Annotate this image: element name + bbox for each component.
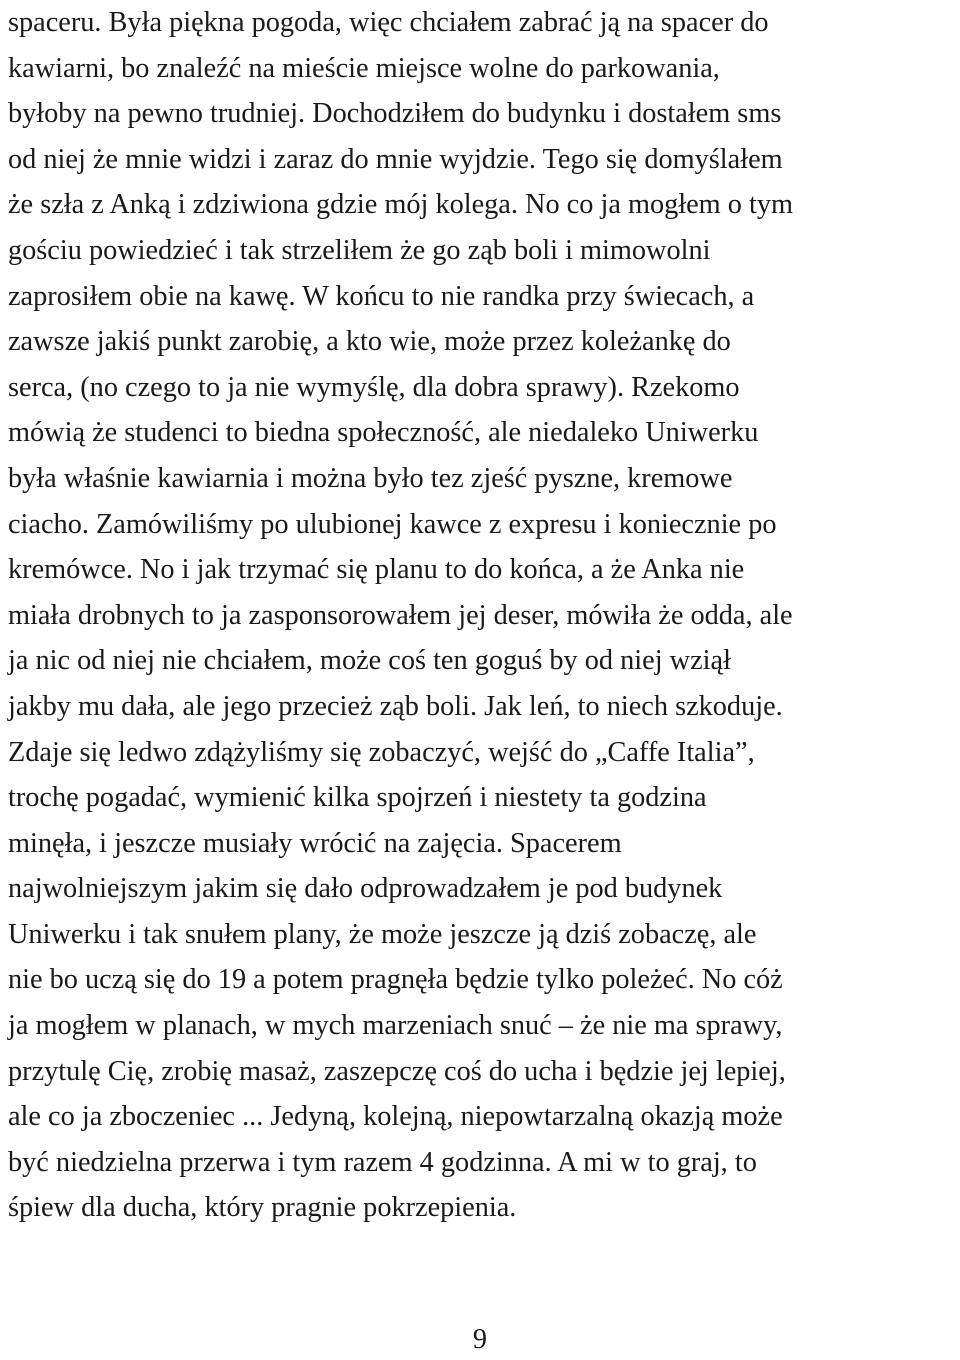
text-line: zawsze jakiś punkt zarobię, a kto wie, może przez koleżankę do [8, 326, 731, 358]
text-line: jakby mu dała, ale jego przecież ząb boli. Jak leń, to niech szkoduje. [8, 690, 783, 722]
text-line: kawiarni, bo znaleźć na mieście miejsce wolne do parkowania, [8, 52, 720, 84]
text-line: była właśnie kawiarnia i można było tez zjeść pyszne, kremowe [8, 462, 733, 494]
text-line: trochę pogadać, wymienić kilka spojrzeń i niestety ta godzina [8, 782, 707, 814]
text-line: Uniwerku i tak snułem plany, że może jeszcze ją dziś zobaczę, ale [8, 918, 757, 950]
text-line: ciacho. Zamówiliśmy po ulubionej kawce z expresu i koniecznie po [8, 508, 777, 540]
body-text [8, 0, 960, 1231]
text-line: ja nic od niej nie chciałem, może coś ten goguś by od niej wziął [8, 645, 731, 677]
text-line: mówią że studenci to biedna społeczność, ale niedaleko Uniwerku [8, 417, 759, 449]
text-line: byłoby na pewno trudniej. Dochodziłem do budynku i dostałem sms [8, 98, 782, 130]
text-line: śpiew dla ducha, który pragnie pokrzepienia. [8, 1192, 517, 1224]
text-line: serca, (no czego to ja nie wymyślę, dla dobra sprawy). Rzekomo [8, 371, 740, 403]
text-line: od niej że mnie widzi i zaraz do mnie wyjdzie. Tego się domyślałem [8, 143, 783, 175]
text-line: ale co ja zboczeniec ... Jedyną, kolejną, niepowtarzalną okazją może [8, 1101, 783, 1133]
text-line: przytulę Cię, zrobię masaż, zaszepczę coś do ucha i będzie jej lepiej, [8, 1055, 786, 1087]
text-line: być niedzielna przerwa i tym razem 4 godzinna. A mi w to graj, to [8, 1146, 757, 1178]
text-line: miała drobnych to ja zasponsorowałem jej deser, mówiła że odda, ale [8, 599, 793, 631]
text-line: minęła, i jeszcze musiały wrócić na zajęcia. Spacerem [8, 827, 622, 859]
text-line: Zdaje się ledwo zdążyliśmy się zobaczyć, wejść do „Caffe Italia”, [8, 736, 755, 768]
text-line: kremówce. No i jak trzymać się planu to do końca, a że Anka nie [8, 554, 745, 586]
text-line: że szła z Anką i zdziwiona gdzie mój kolega. No co ja mogłem o tym [8, 189, 794, 221]
text-line: gościu powiedzieć i tak strzeliłem że go ząb boli i mimowolni [8, 234, 711, 266]
text-line: zaprosiłem obie na kawę. W końcu to nie randka przy świecach, a [8, 280, 755, 312]
text-line: spaceru. Była piękna pogoda, więc chciałem zabrać ją na spacer do [8, 7, 769, 38]
text-line: nie bo uczą się do 19 a potem pragnęła będzie tylko poleżeć. No cóż [8, 964, 783, 996]
page-number: 9 [472, 1324, 488, 1355]
text-line: najwolniejszym jakim się dało odprowadzałem je pod budynek [8, 873, 723, 905]
text-line: ja mogłem w planach, w mych marzeniach snuć – że nie ma sprawy, [8, 1010, 783, 1042]
